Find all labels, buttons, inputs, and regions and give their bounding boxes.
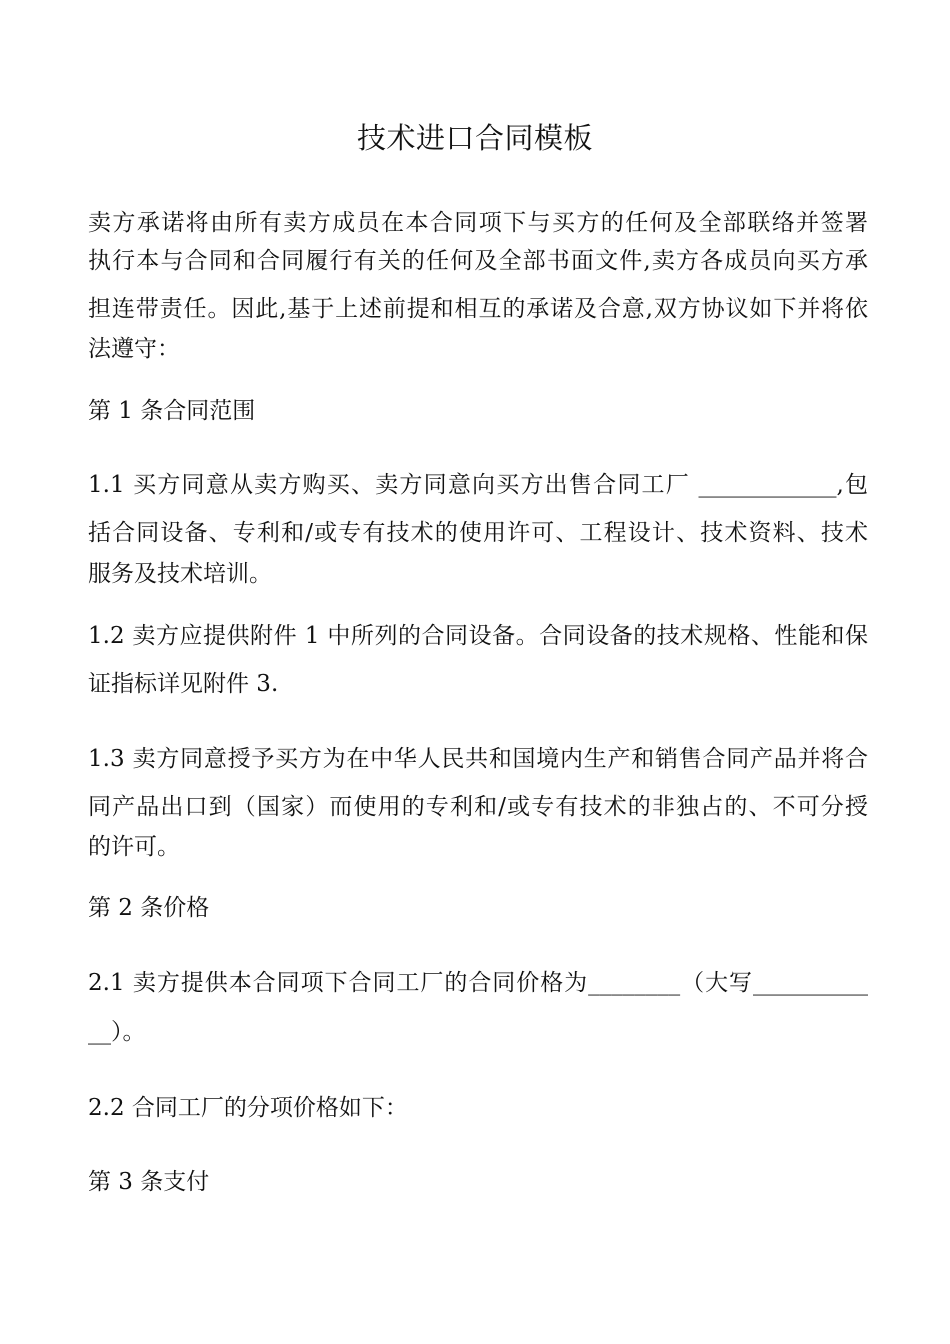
intro-line-1: 卖方承诺将由所有卖方成员在本合同项下与买方的任何及全部联络并签署 xyxy=(88,210,868,236)
document-title: 技术进口合同模板 xyxy=(356,121,593,155)
clause-1-2-line-2: 证指标详见附件 3. xyxy=(88,671,279,697)
clause-1-1-line-1: 1.1 买方同意从卖方购买、卖方同意向买方出售合同工厂 ____________,包 xyxy=(88,472,868,498)
clause-1-3-line-2: 同产品出口到（国家）而使用的专利和/或专有技术的非独占的、不可分授 xyxy=(88,794,868,820)
clause-1-1-line-3: 服务及技术培训。 xyxy=(88,561,272,587)
clause-2-2-line-1: 2.2 合同工厂的分项价格如下： xyxy=(88,1095,408,1121)
intro-line-2: 执行本与合同和合同履行有关的任何及全部书面文件,卖方各成员向买方承 xyxy=(88,248,868,274)
intro-line-3: 担连带责任。因此,基于上述前提和相互的承诺及合意,双方协议如下并将依 xyxy=(88,296,868,322)
clause-1-2-line-1: 1.2 卖方应提供附件 1 中所列的合同设备。合同设备的技术规格、性能和保 xyxy=(88,623,868,649)
clause-2-1-line-2: __）。 xyxy=(88,1019,146,1045)
intro-line-4: 法遵守： xyxy=(88,336,180,362)
clause-1-1-line-2: 括合同设备、专利和/或专有技术的使用许可、工程设计、技术资料、技术 xyxy=(88,520,868,546)
clause-2-1-line-1: 2.1 卖方提供本合同项下合同工厂的合同价格为________（大写__________ xyxy=(88,970,868,996)
article-2-heading: 第 2 条价格 xyxy=(88,895,210,921)
article-3-heading: 第 3 条支付 xyxy=(88,1169,210,1195)
clause-1-3-line-3: 的许可。 xyxy=(88,834,180,860)
article-1-heading: 第 1 条合同范围 xyxy=(88,398,256,424)
clause-1-3-line-1: 1.3 卖方同意授予买方为在中华人民共和国境内生产和销售合同产品并将合 xyxy=(88,746,868,772)
